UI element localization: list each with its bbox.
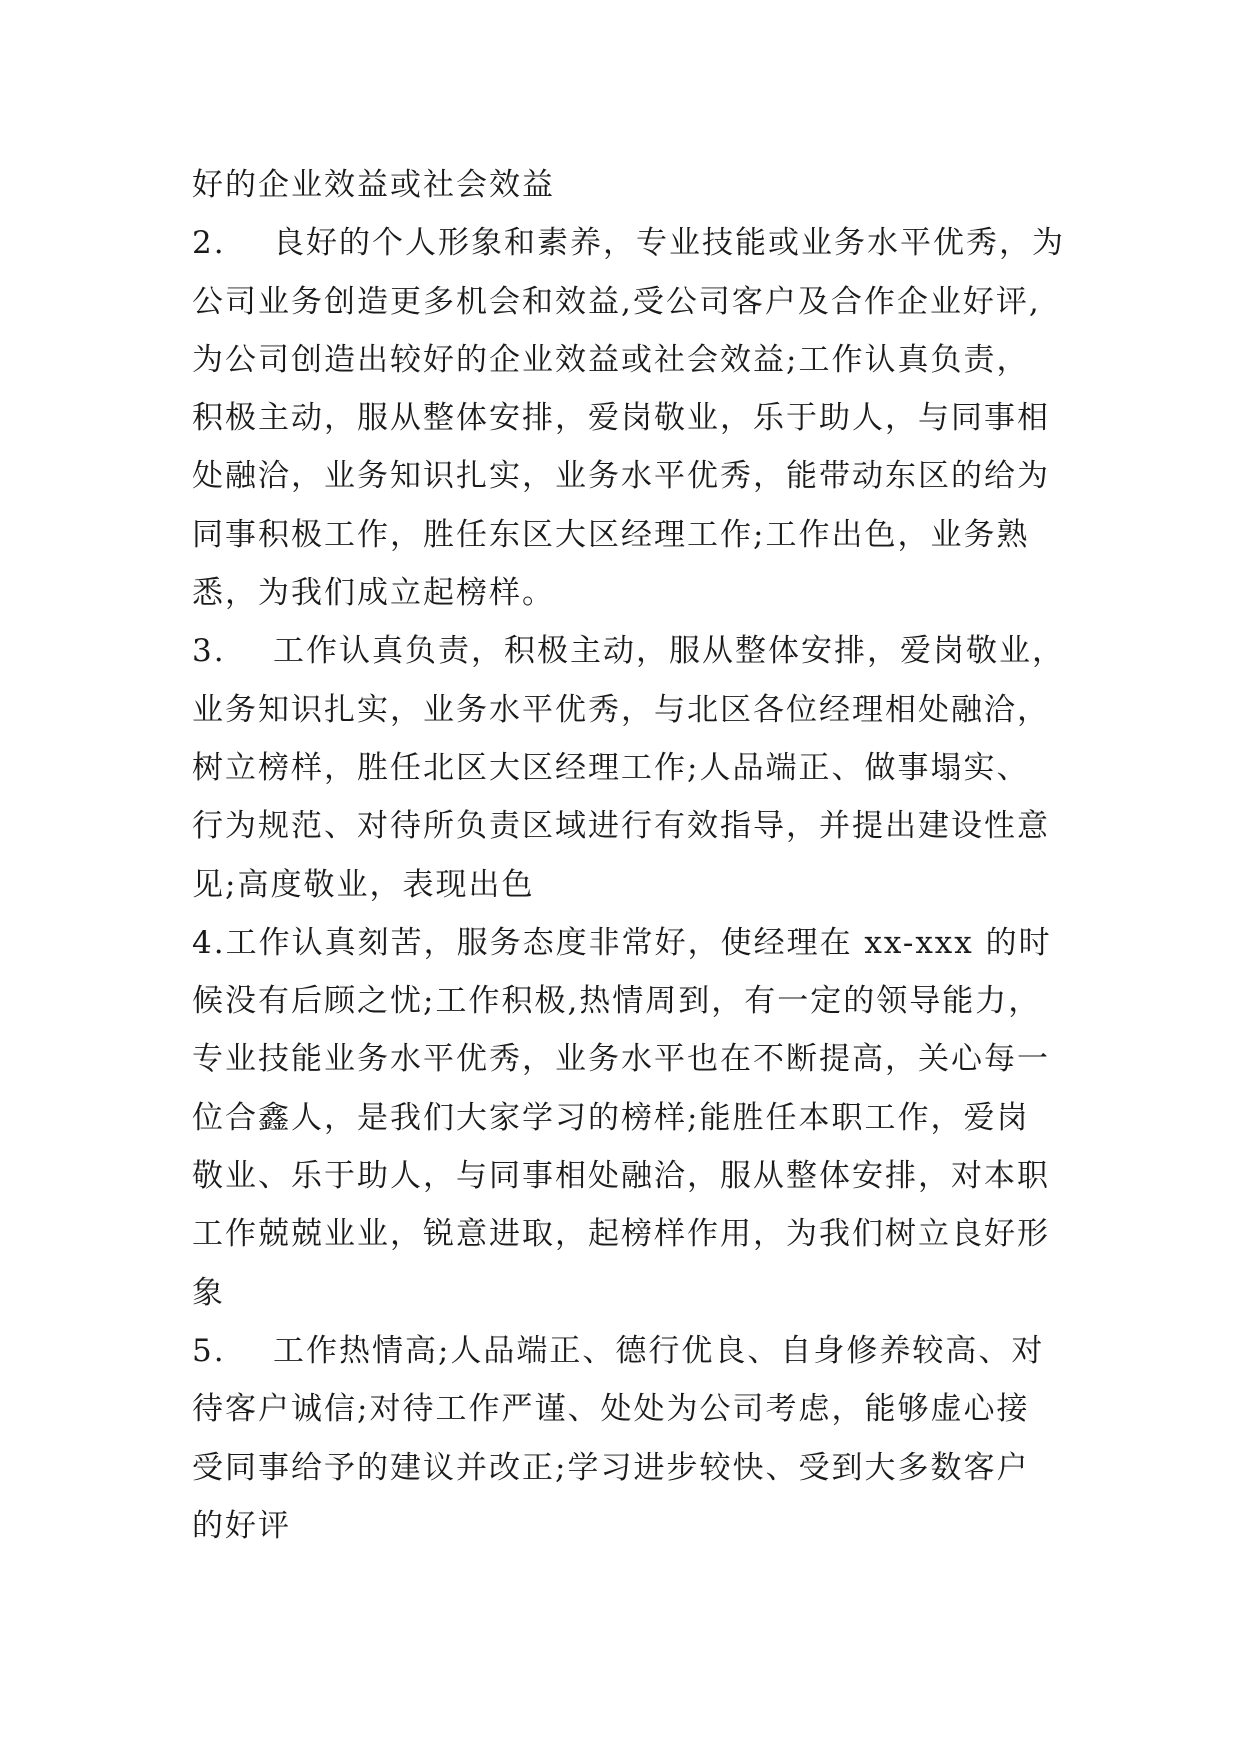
- text-line: 5. 工作热情高;人品端正、德行优良、自身修养较高、对: [192, 1332, 1045, 1369]
- text-line: 受同事给予的建议并改正;学习进步较快、受到大多数客户: [192, 1449, 1030, 1486]
- text-line: 位合鑫人，是我们大家学习的榜样;能胜任本职工作，爱岗: [192, 1099, 1030, 1136]
- text-line: 行为规范、对待所负责区域进行有效指导，并提出建设性意: [192, 808, 1050, 845]
- text-line: 待客户诚信;对待工作严谨、处处为公司考虑，能够虚心接: [192, 1391, 1030, 1428]
- text-line: 处融洽，业务知识扎实，业务水平优秀，能带动东区的给为: [192, 458, 1050, 495]
- text-line: 象: [192, 1274, 225, 1311]
- text-line: 见;高度敬业，表现出色: [192, 866, 535, 903]
- text-line: 的好评: [192, 1507, 291, 1544]
- text-line: 为公司创造出较好的企业效益或社会效益;工作认真负责，: [192, 341, 1030, 378]
- text-line: 公司业务创造更多机会和效益,受公司客户及合作企业好评,: [192, 283, 1041, 320]
- text-line: 3. 工作认真负责，积极主动，服从整体安排，爱岗敬业，: [192, 633, 1065, 670]
- text-line: 业务知识扎实，业务水平优秀，与北区各位经理相处融洽，: [192, 691, 1050, 728]
- text-line: 2. 良好的个人形象和素养，专业技能或业务水平优秀，为: [192, 225, 1065, 262]
- text-line: 4.工作认真刻苦，服务态度非常好，使经理在 xx-xxx 的时: [192, 924, 1052, 961]
- text-line: 好的企业效益或社会效益: [192, 167, 555, 203]
- text-line: 工作兢兢业业，锐意进取，起榜样作用，为我们树立良好形: [192, 1216, 1050, 1253]
- text-line: 树立榜样，胜任北区大区经理工作;人品端正、做事塌实、: [192, 749, 1030, 786]
- text-line: 专业技能业务水平优秀，业务水平也在不断提高，关心每一: [192, 1041, 1050, 1078]
- text-line: 候没有后顾之忧;工作积极,热情周到，有一定的领导能力，: [192, 983, 1042, 1020]
- text-line: 积极主动，服从整体安排，爱岗敬业，乐于助人，与同事相: [192, 400, 1050, 437]
- text-line: 敬业、乐于助人，与同事相处融洽，服从整体安排，对本职: [192, 1158, 1050, 1195]
- body-text: [192, 156, 1092, 1555]
- text-line: 悉，为我们成立起榜样。: [192, 575, 555, 612]
- text-line: 同事积极工作，胜任东区大区经理工作;工作出色，业务熟: [192, 516, 1030, 553]
